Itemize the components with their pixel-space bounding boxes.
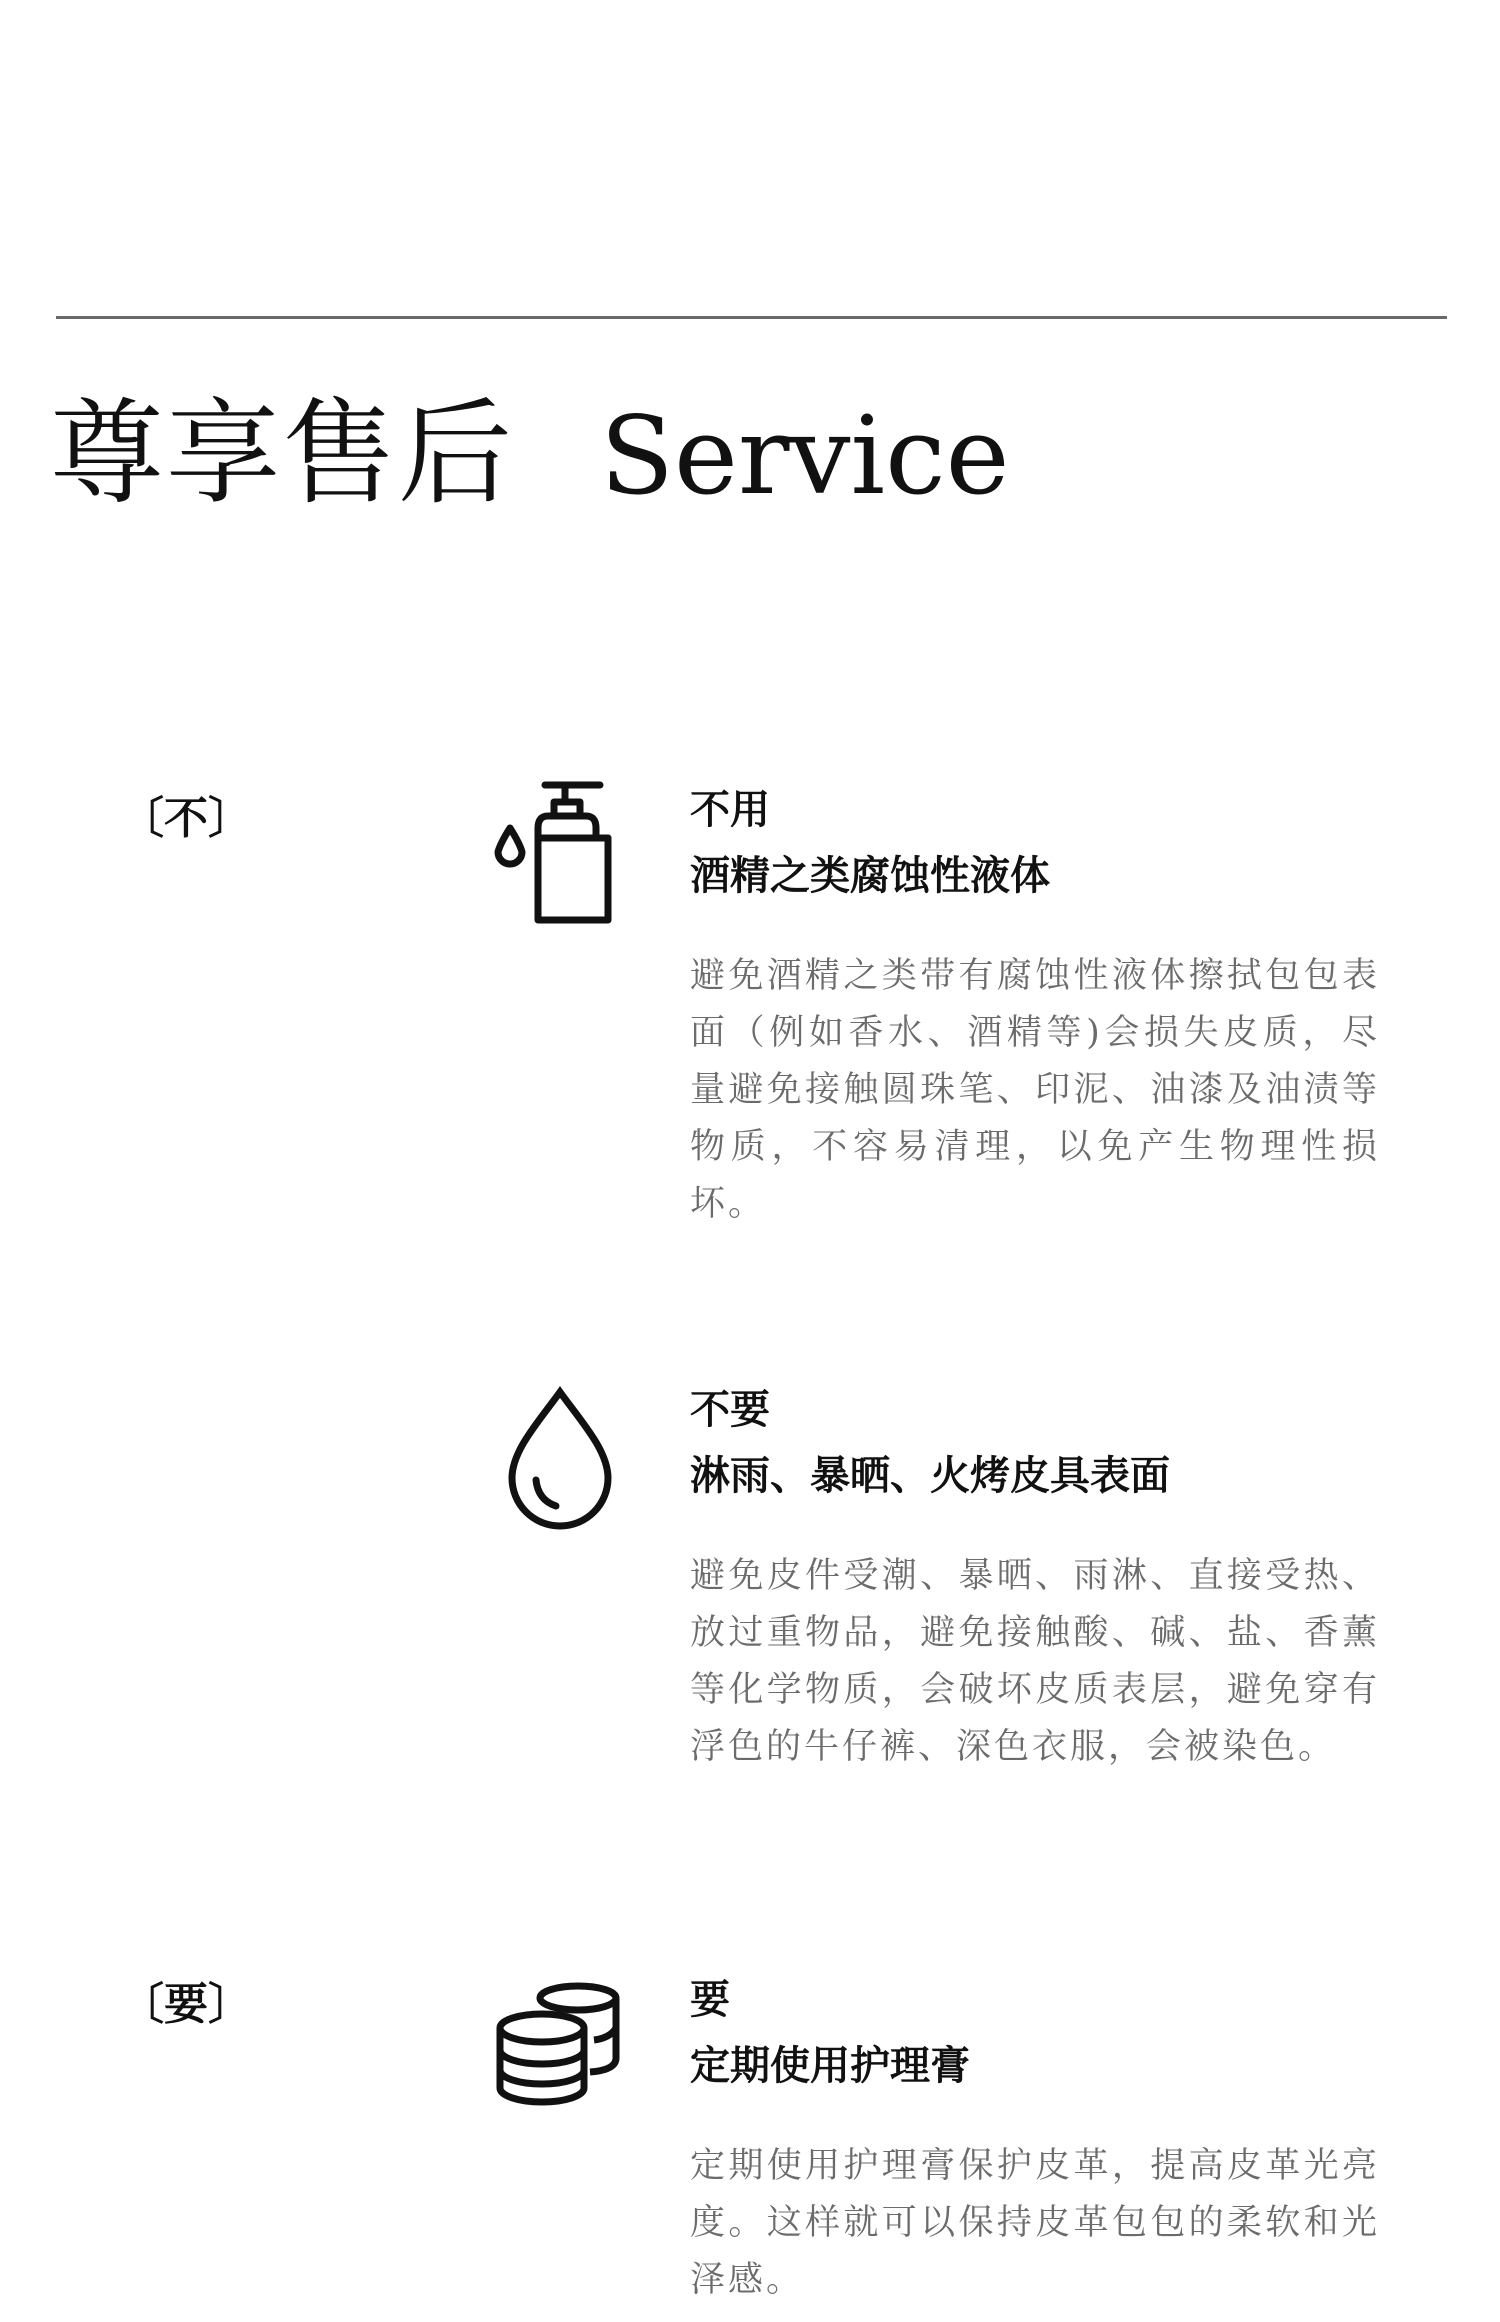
item-description: 避免酒精之类带有腐蚀性液体擦拭包包表面（例如香水、酒精等)会损失皮质，尽量避免接触圆珠笔、印泥、油漆及油渍等物质，不容易清理，以免产生物理性损坏。 [690, 956, 1380, 1224]
item-heading-line2: 淋雨、暴晒、火烤皮具表面 [690, 1452, 1170, 1499]
item-description: 避免皮件受潮、暴晒、雨淋、直接受热、放过重物品，避免接触酸、碱、盐、香薰等化学物质，会破坏皮质表层，避免穿有浮色的牛仔裤、深色衣服，会被染色。 [690, 1556, 1380, 1767]
section-label-do: 〔要〕 [120, 1979, 252, 2030]
water-drop-icon [490, 1380, 630, 1530]
cream-jars-icon [490, 1970, 630, 2120]
item-heading-line1: 不用 [690, 786, 770, 833]
page-title-cn: 尊享售后 [50, 387, 515, 520]
item-description: 定期使用护理膏保护皮革，提高皮革光亮度。这样就可以保持皮革包包的柔软和光泽感。 [690, 2146, 1380, 2300]
lotion-bottle-icon [490, 780, 630, 930]
item-heading-line2: 定期使用护理膏 [690, 2042, 970, 2089]
header-divider [56, 316, 1447, 319]
page-title-en: Service [600, 394, 1010, 519]
page-title [50, 362, 1010, 520]
item-heading-line2: 酒精之类腐蚀性液体 [690, 852, 1050, 899]
item-heading-line1: 要 [690, 1976, 730, 2023]
section-label-dont: 〔不〕 [120, 793, 252, 844]
item-heading-line1: 不要 [690, 1386, 770, 1433]
